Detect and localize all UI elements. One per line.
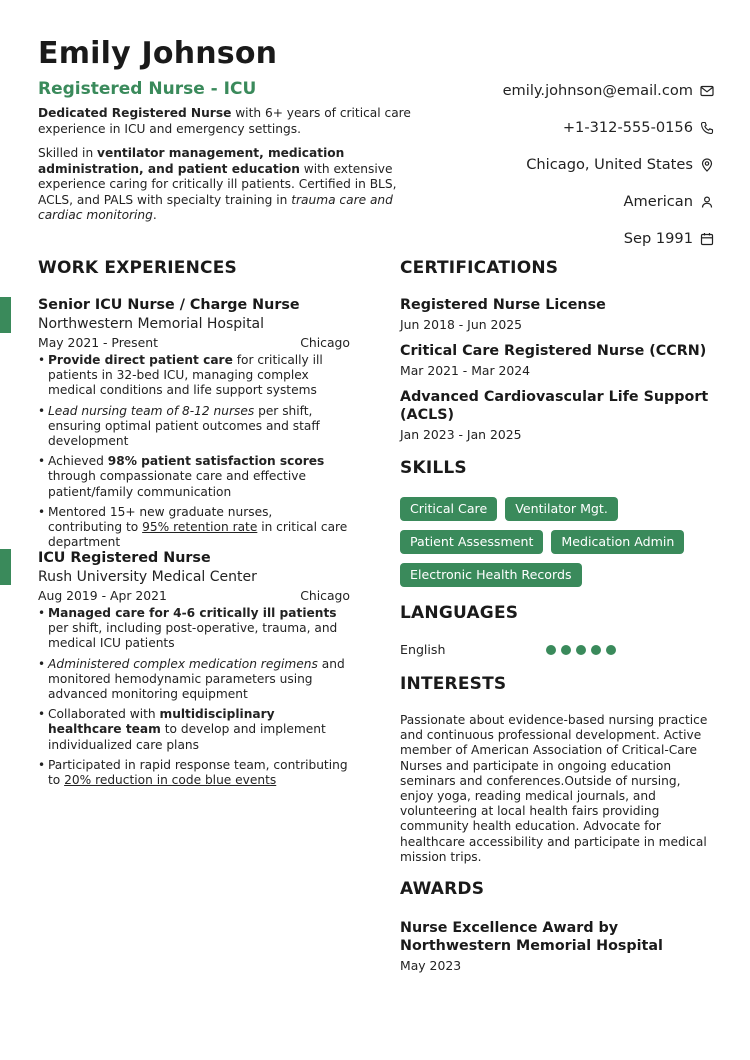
summary bbox=[38, 106, 418, 233]
certification-dates: Jan 2023 - Jan 2025 bbox=[400, 427, 522, 442]
level-dot bbox=[591, 645, 601, 655]
awards-heading: AWARDS bbox=[400, 879, 485, 899]
phone-icon bbox=[700, 121, 714, 135]
award-title: Nurse Excellence Award by Northwestern Memorial Hospital bbox=[400, 920, 663, 954]
job-title: ICU Registered Nurse bbox=[38, 550, 211, 566]
job-bullet: • Administered complex medication regimens and monitored hemodynamic parameters using advanced monitoring equipment bbox=[38, 657, 350, 703]
skills-heading: SKILLS bbox=[400, 458, 467, 478]
interests-text: Passionate about evidence-based nursing practice and continuous professional development. Active member of American Association of Critical-Care Nurses and participate in ongoing education seminars and conferences.Outside of nursing, enjoy yoga, reading medical journals, and volunteering at local health fairs providing community health education. Advocate for healthcare accessibility and participate in medical mission trips. bbox=[400, 713, 708, 864]
job-meta bbox=[38, 588, 350, 604]
contact-nationality bbox=[503, 183, 714, 220]
job-bullets bbox=[38, 353, 350, 550]
certification-title: Critical Care Registered Nurse (CCRN) bbox=[400, 343, 707, 359]
candidate-role: Registered Nurse - ICU bbox=[38, 79, 257, 99]
languages-heading: LANGUAGES bbox=[400, 603, 519, 623]
job-meta bbox=[38, 335, 350, 351]
job-bullet: • Provide direct patient care for critically ill patients in 32-bed ICU, managing complex medical conditions and life support systems bbox=[38, 353, 350, 399]
skill-row bbox=[400, 530, 720, 554]
job-entry-1 bbox=[38, 296, 350, 555]
level-dot bbox=[561, 645, 571, 655]
level-dot bbox=[576, 645, 586, 655]
work-experience-heading: WORK EXPERIENCES bbox=[38, 258, 237, 278]
job-bullet: • Managed care for 4-6 critically ill patients per shift, including post-operative, trauma, and medical ICU patients bbox=[38, 606, 350, 652]
job-marker bbox=[0, 297, 11, 333]
contact-birth bbox=[503, 220, 714, 257]
job-bullet: • Lead nursing team of 8-12 nurses per shift, ensuring optimal patient outcomes and staff development bbox=[38, 404, 350, 450]
contact-location bbox=[503, 146, 714, 183]
candidate-name: Emily Johnson bbox=[38, 36, 278, 71]
skills-list bbox=[400, 497, 720, 596]
skill-chip: Critical Care bbox=[400, 497, 497, 521]
level-dot bbox=[546, 645, 556, 655]
job-bullets bbox=[38, 606, 350, 788]
phone-text[interactable]: +1-312-555-0156 bbox=[562, 119, 693, 136]
summary-paragraph-2: Skilled in ventilator management, medication administration, and patient education with extensive experience caring for critically ill patients. Certified in BLS, ACLS, and PALS with specialty training in trauma care and cardiac monitoring. bbox=[38, 146, 397, 222]
language-name: English bbox=[400, 642, 446, 657]
location-pin-icon bbox=[700, 158, 714, 172]
job-company: Rush University Medical Center bbox=[38, 569, 257, 585]
contact-phone[interactable] bbox=[503, 109, 714, 146]
language-item bbox=[400, 642, 616, 657]
calendar-icon bbox=[700, 232, 714, 246]
certification-dates: Mar 2021 - Mar 2024 bbox=[400, 363, 531, 378]
award-date: May 2023 bbox=[400, 958, 462, 973]
mail-icon bbox=[700, 84, 714, 98]
person-icon bbox=[700, 195, 714, 209]
skill-row bbox=[400, 497, 720, 521]
email-text[interactable]: emily.johnson@email.com bbox=[502, 82, 693, 99]
job-company: Northwestern Memorial Hospital bbox=[38, 316, 265, 332]
job-title: Senior ICU Nurse / Charge Nurse bbox=[38, 297, 300, 313]
birth-text: Sep 1991 bbox=[623, 230, 693, 247]
nationality-text: American bbox=[623, 193, 693, 210]
job-dates: May 2021 - Present bbox=[38, 335, 158, 350]
job-entry-2 bbox=[38, 549, 350, 793]
job-bullet: • Collaborated with multidisciplinary healthcare team to develop and implement individualized care plans bbox=[38, 707, 350, 753]
job-city: Chicago bbox=[300, 335, 350, 350]
language-level-dots bbox=[546, 645, 616, 655]
location-text: Chicago, United States bbox=[526, 156, 693, 173]
certification-title: Advanced Cardiovascular Life Support (ACLS) bbox=[400, 389, 709, 423]
certification-item bbox=[400, 388, 716, 443]
award-item bbox=[400, 919, 700, 974]
job-city: Chicago bbox=[300, 588, 350, 603]
job-bullet: • Achieved 98% patient satisfaction scores through compassionate care and effective patient/family communication bbox=[38, 454, 350, 500]
skill-chip: Electronic Health Records bbox=[400, 563, 582, 587]
job-marker bbox=[0, 549, 11, 585]
certification-item bbox=[400, 296, 716, 333]
contact-list bbox=[503, 72, 714, 257]
skill-chip: Medication Admin bbox=[551, 530, 684, 554]
certification-dates: Jun 2018 - Jun 2025 bbox=[400, 317, 523, 332]
job-bullet: • Participated in rapid response team, contributing to 20% reduction in code blue events bbox=[38, 758, 350, 788]
skill-chip: Patient Assessment bbox=[400, 530, 543, 554]
certification-title: Registered Nurse License bbox=[400, 297, 606, 313]
job-bullet: • Mentored 15+ new graduate nurses, contributing to 95% retention rate in critical care department bbox=[38, 505, 350, 551]
certifications-heading: CERTIFICATIONS bbox=[400, 258, 559, 278]
certification-item bbox=[400, 342, 716, 379]
summary-paragraph-1: Dedicated Registered Nurse with 6+ years of critical care experience in ICU and emergency settings. bbox=[38, 106, 411, 136]
interests-heading: INTERESTS bbox=[400, 674, 507, 694]
skill-chip: Ventilator Mgt. bbox=[505, 497, 618, 521]
skill-row bbox=[400, 563, 720, 587]
job-dates: Aug 2019 - Apr 2021 bbox=[38, 588, 167, 603]
level-dot bbox=[606, 645, 616, 655]
contact-email[interactable] bbox=[503, 72, 714, 109]
